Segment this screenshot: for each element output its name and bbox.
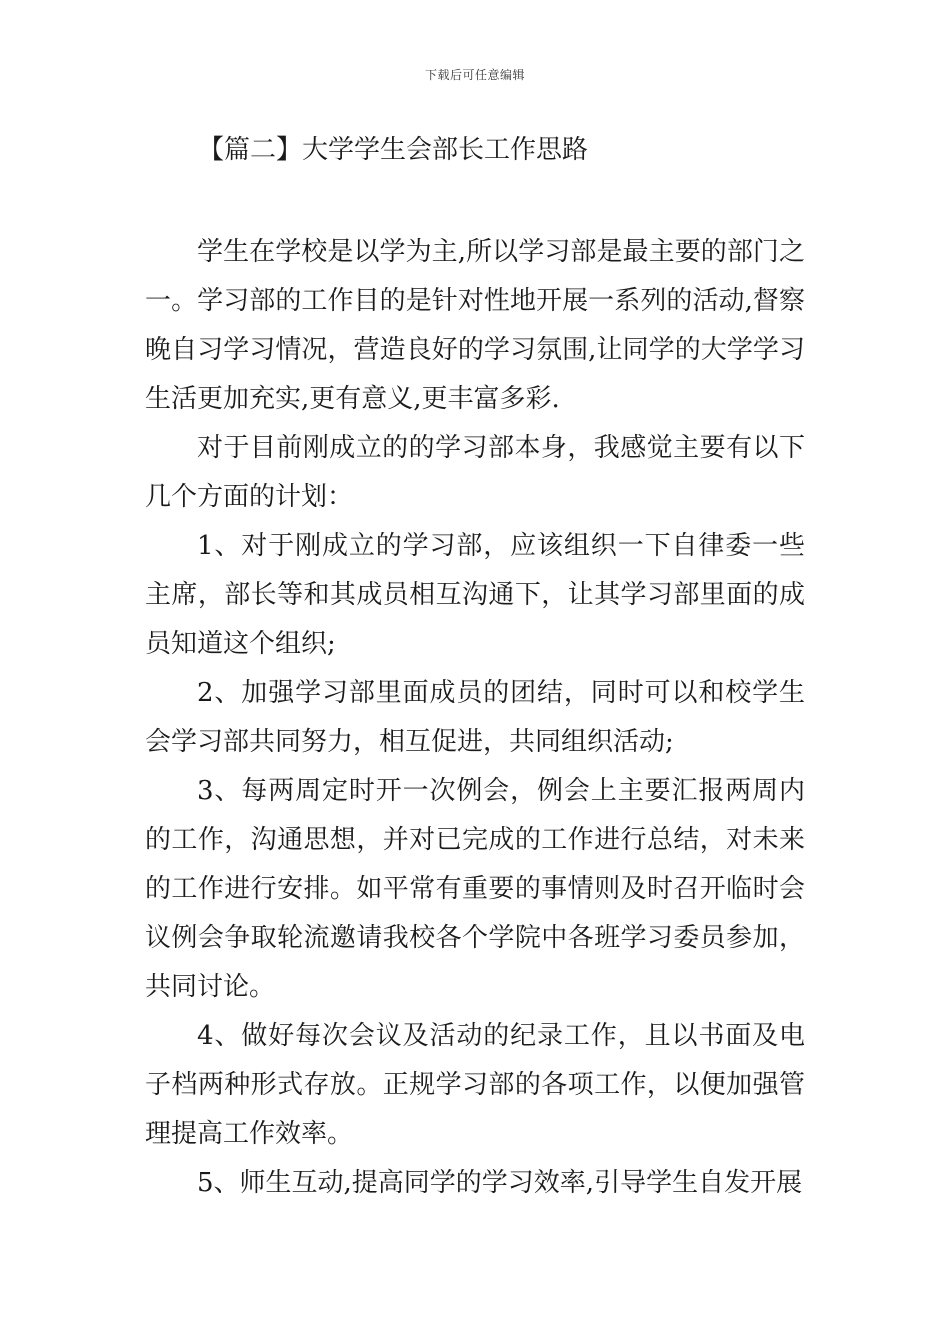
paragraph-item-1: 1、对于刚成立的学习部，应该组织一下自律委一些主席，部长等和其成员相互沟通下，让其学习部里面的成员知道这个组织; <box>145 531 805 659</box>
paragraph-item-5: 5、师生互动,提高同学的学习效率,引导学生自发开展 <box>197 1168 803 1198</box>
paragraph-plan-overview: 对于目前刚成立的的学习部本身，我感觉主要有以下几个方面的计划： <box>145 433 805 512</box>
page-header-note: 下载后可任意编辑 <box>424 68 525 82</box>
paragraph-item-4: 4、做好每次会议及活动的纪录工作，且以书面及电子档两种形式存放。正规学习部的各项工作，以便加强管理提高工作效率。 <box>145 1021 805 1149</box>
paragraph-item-3: 3、每两周定时开一次例会，例会上主要汇报两周内的工作，沟通思想，并对已完成的工作进行总结，对未来的工作进行安排。如平常有重要的事情则及时召开临时会议例会争取轮流邀请我校各个学院中各班学习委员参加，共同讨论。 <box>145 776 805 1002</box>
document-body <box>145 228 805 1208</box>
document-title: 【篇二】大学学生会部长工作思路 <box>198 135 589 165</box>
paragraph-item-2: 2、加强学习部里面成员的团结，同时可以和校学生会学习部共同努力，相互促进，共同组织活动; <box>145 678 805 757</box>
paragraph-intro: 学生在学校是以学为主,所以学习部是最主要的部门之一。学习部的工作目的是针对性地开展一系列的活动,督察晚自习学习情况，营造良好的学习氛围,让同学的大学学习生活更加充实,更有意义,更丰富多彩. <box>145 237 805 414</box>
